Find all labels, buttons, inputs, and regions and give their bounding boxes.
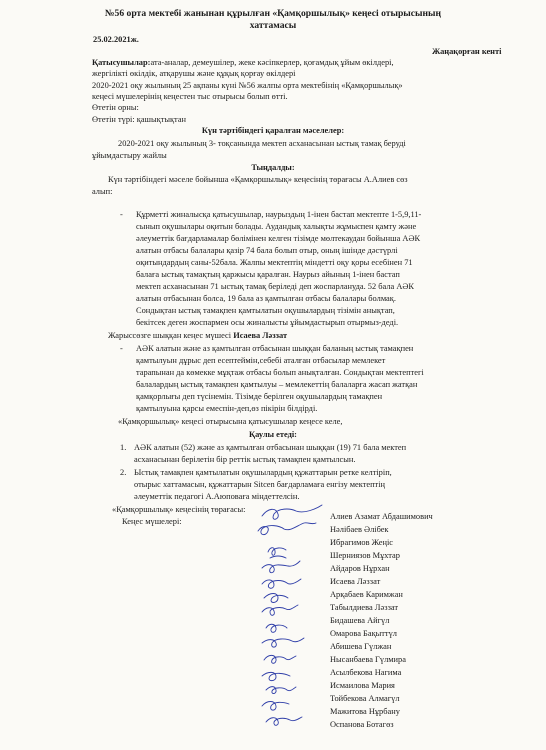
session-line-1: 2020-2021 оқу жылының 25 ақпаны күні №56 жалпы орта мектебінің «Қамқоршылық» — [92, 81, 403, 90]
signatory-name: Арқабаев Каримжан — [330, 590, 403, 599]
agenda-line-2: ұйымдастыру жайлы — [92, 151, 167, 160]
decision-line: асханасынан берілетін бір реттік ыстық тамақпен қамтылсын. — [134, 455, 356, 464]
participants-text: ата-аналар, демеушілер, жеке кәсіпкерлер, қоғамдық ұйым өкілдері, — [150, 58, 394, 67]
decision-line: АӘК алатын (52) және аз қамтылған отбасынан шыққан (19) 71 бала мектеп — [134, 443, 407, 452]
signature-scribble — [262, 702, 289, 711]
response-line: балалардың ыстық тамақпен қамтылуы – мемлекеттің балаларға жасап жатқан — [136, 380, 418, 389]
signature-scribble — [262, 638, 304, 647]
response-line: қамтылуына қарсы емеспін-деп,өз пікірін білдірді. — [136, 404, 318, 413]
consensus-line: «Қамқоршылық» кеңесі отырысына қатысушылар кеңесе келе, — [118, 417, 343, 426]
decision-line: Ыстық тамақпен қамтылатын оқушылардың құжаттарын ретке келтіріп, — [134, 468, 392, 477]
speech-line: Құрметті жиналысқа қатысушылар, наурыздың 1-інен бастап мектепте 1-5,9,11- — [136, 210, 422, 219]
signatory-name: Табылдиева Ләззат — [330, 603, 399, 612]
speech-line: әлеуметтік бағдарламалар бөлімінен келген тізімде мөлтекаудан бойынша АӘК — [136, 234, 421, 243]
signature-scribble — [266, 624, 287, 632]
signature-scribble — [264, 594, 288, 603]
document-date: 25.02.2021ж. — [93, 35, 139, 44]
response-line: тарапынан да көмекке мұқтаж отбасы болып анықталған. Сондықтан мектептегі — [136, 368, 424, 377]
chair-label: «Қамқоршылық» кеңесінің төрағасы: — [112, 505, 246, 514]
speech-line: балаға ыстық тамақтың қаржысы қаралған. Наурыз айының 1-інен бастап — [136, 270, 400, 279]
signature-scribble — [262, 672, 290, 680]
members-label: Кеңес мүшелері: — [122, 517, 182, 526]
signature-scribble — [262, 561, 300, 573]
signature-scribble — [262, 505, 322, 519]
signatory-name: Нысанбаева Гүлмира — [330, 655, 406, 664]
speech-line: алатын отбасы балалары қазір 74 бала болып отыр, оның ішінде дәстүрлі — [136, 246, 398, 255]
signature-scribble — [266, 687, 296, 694]
signatory-name: Айдаров Нұрхан — [330, 564, 390, 573]
signatory-name: Нәлібаев Әлібек — [330, 525, 389, 534]
participants-label: Қатысушылар: — [92, 58, 151, 67]
signatory-name: Абишева Гүлжан — [330, 642, 392, 651]
signatory-name: Алиев Азамат Абдашимович — [330, 512, 433, 521]
bullet-dash: - — [120, 344, 123, 353]
decision-line: отырыс хаттамасын, құжаттарын Sitcen бағдарламаға енгізу мектептің — [134, 480, 386, 489]
signature-scribble — [266, 717, 302, 725]
speech-line: мектеп асханасынан 71 ыстық тамақ беріледі деп жоспарланудa. 52 бала АӘК — [136, 282, 414, 291]
signatory-name: Тойбекова Алмагүл — [330, 694, 400, 703]
venue-label: Өтетін орны: — [92, 103, 139, 112]
signature-scribble — [262, 605, 298, 615]
session-line-2: кеңесі мүшелерінің кеңестен тыс отырысы болып өтті. — [92, 92, 288, 101]
response-line: қамтылуын дұрыс деп есептеймін,себебі аталған отбасылар мемлекет — [136, 356, 386, 365]
document-place: Жаңақорған кенті — [432, 47, 502, 56]
speech-line: бекітсек деген жоспармен осы жиналысты ұйымдастырып отырмыз-деді. — [136, 318, 399, 327]
signatory-name: Ибрагимов Жеңіс — [330, 538, 393, 547]
speech-line: алатын отбасынан болса, 19 бала аз қамтылған отбасы балалары болмақ. — [136, 294, 396, 303]
document-title-line-1: №56 орта мектебі жанынан құрылған «Қамқоршылық» кеңесі отырысының — [104, 8, 442, 19]
speech-line: сынып оқушылары оқитын болады. Аудандық халықты жұмыспен қамту және — [136, 222, 417, 231]
speech-line: Сондықтан ыстық тамақпен қамтылатын оқушылардың тізімін анықтап, — [136, 306, 395, 315]
bullet-dash: - — [120, 210, 123, 219]
decision-line: әлеуметтік педагогі А.Аюповаға міндеттелсін. — [134, 492, 300, 501]
signatory-name: Оспанова Ботагөз — [330, 720, 394, 729]
signatory-name: Исмаилова Мария — [330, 681, 395, 690]
listened-intro-line-1: Күн тәртібіндегі мәселе бойынша «Қамқоршылық» кеңесінің төрағасы А.Алиев сөз — [108, 175, 408, 184]
speech-line: оқитындардың саны-52бала. Жалпы мектептің міндетті оқу қоры есебінен 71 — [136, 258, 413, 267]
agenda-heading: Күн тәртібіндегі қаралған мәселелер: — [201, 126, 345, 135]
signature-scribble — [268, 548, 286, 558]
listened-intro-line-2: алып: — [92, 187, 113, 196]
signature-scribble — [264, 655, 296, 663]
response-line: қамқорлығы деп түсінемін. Тізімде берілген оқушылардың тамақпен — [136, 392, 383, 401]
listened-heading: Тыңдалды: — [251, 163, 295, 172]
response-line: АӘК алатын және аз қамтылған отбасынан шыққан баланың ыстық тамақпен — [136, 344, 414, 353]
signatory-name: Исаева Ләззат — [330, 577, 381, 586]
decision-number: 2. — [120, 468, 127, 477]
participants-line-2: жергілікті өкілдік, атқарушы және құқық қорғау өкілдері — [92, 69, 296, 78]
speaker-label: Жарыссөзге шыққан кеңес мүшесі — [108, 331, 234, 340]
document-title-line-2: хаттамасы — [249, 20, 297, 31]
signatory-name: Асылбекова Нагима — [330, 668, 402, 677]
signatory-name: Шерниязов Мұхтар — [330, 551, 400, 560]
type-label: Өтетін түрі: қашықтықтан — [92, 115, 187, 124]
decision-heading: Қаулы етеді: — [249, 430, 297, 439]
signature-scribble — [262, 579, 301, 588]
signatory-name: Омарова Бақыттүл — [330, 629, 397, 638]
speaker-name: Исаева Ләззат — [233, 331, 288, 340]
signatory-name: Бидашева Айгүл — [330, 616, 390, 625]
agenda-line-1: 2020-2021 оқу жылының 3- тоқсанында мектеп асханасынан ыстық тамақ беруді — [118, 139, 406, 148]
signatory-name: Мажитова Нұрбану — [330, 707, 400, 716]
signature-scribble — [258, 523, 316, 535]
decision-number: 1. — [120, 443, 127, 452]
